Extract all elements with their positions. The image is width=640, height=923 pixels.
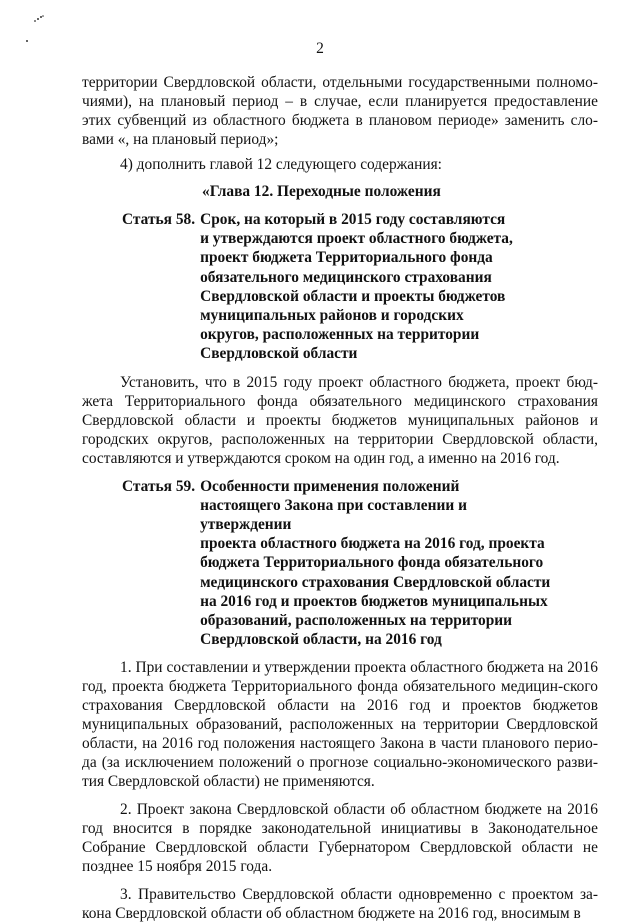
article-title-line: образований, расположенных на территории <box>200 612 513 630</box>
article-title-line: округов, расположенных на территории <box>200 326 480 344</box>
article-title-line: проект бюджета Территориального фонда <box>200 249 493 267</box>
article-title-line: и утверждаются проект областного бюджета, <box>200 230 513 248</box>
article-58-heading <box>122 210 598 364</box>
document-body <box>82 73 598 923</box>
article-title-line: Свердловской области <box>200 345 358 363</box>
article-title-line: Особенности применения положений <box>200 477 460 495</box>
article-59-number: Статья 59. <box>122 477 196 495</box>
article-title-line: проекта областного бюджета на 2016 год, проекта <box>200 535 545 553</box>
article-59-part-3: 3. Правительство Свердловской области одновременно с проектом за-кона Свердловской области об областном бюджете на 2016 год, вносимым в <box>82 886 598 923</box>
article-title-line: Свердловской области и проекты бюджетов <box>200 287 506 305</box>
article-59-title <box>200 477 560 650</box>
chapter-heading: «Глава 12. Переходные положения <box>202 183 441 200</box>
article-title-line: настоящего Закона при составлении и утверждении <box>200 496 467 534</box>
article-title-line: Срок, на который в 2015 году составляются <box>200 211 506 228</box>
article-title-line: на 2016 год и проектов бюджетов муниципальных <box>200 592 548 610</box>
page-number: 2 <box>316 40 324 57</box>
article-title-line: медицинского страхования Свердловской области <box>200 573 551 591</box>
article-title-line: муниципальных районов и городских <box>200 307 464 325</box>
article-58-number: Статья 58. <box>122 211 196 228</box>
article-59-part-2: 2. Проект закона Свердловской области об областном бюджете на 2016 год вносится в порядке законодательной инициативы в Законодательное Собрание Свердловской области Губернатором Свердловской области не позднее 15 ноября 2015 года. <box>82 801 598 876</box>
article-title-line: обязательного медицинского страхования <box>200 268 492 286</box>
article-title-line: Свердловской области, на 2016 год <box>200 631 442 649</box>
article-59-part-1: 1. При составлении и утверждении проекта областного бюджета на 2016 год, проекта бюджета Территориального фонда обязательного медицин-ского страхования Свердловской области на 2016 год и проектов бюджетов муниципальных образований, расположенных на территории Свердловской области, на 2016 год положения настоящего Закона в части планового перио-да (за исключением положений о прогнозе социально-экономического разви-тия Свердловской области) не применяются. <box>82 659 598 791</box>
article-59-heading <box>122 477 598 650</box>
article-58-text: Установить, что в 2015 году проект областного бюджета, проект бюд-жета Территориального фонда обязательного медицинского страхования Свердловской области и проекты бюджетов муниципальных районов и городских округов, расположенных на территории Свердловской области, составляются и утверждаются сроком на один год, а именно на 2016 год. <box>82 373 598 467</box>
paragraph-continuation: территории Свердловской области, отдельными государственными полномо-чиями), на плановый период – в случае, если планируется предоставление этих субвенций из областного бюджета в плановом периоде» заменить сло-вами «, на плановый период»; <box>82 74 598 148</box>
paragraph-item-4: 4) дополнить главой 12 следующего содержания: <box>120 156 442 173</box>
article-title-line: бюджета Территориального фонда обязательного <box>200 554 544 572</box>
article-58-title <box>200 210 560 364</box>
